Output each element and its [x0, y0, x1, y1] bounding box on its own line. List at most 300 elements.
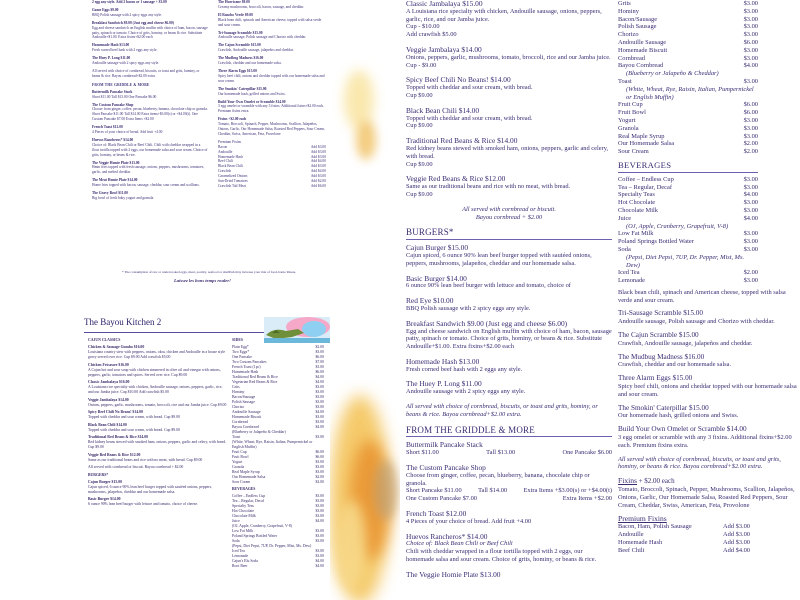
thumb-classic-item — [88, 398, 228, 408]
thumb-menu-item — [218, 13, 326, 28]
menu-right-column — [612, 0, 800, 600]
beverage-label: Specialty Teas — [618, 191, 655, 199]
premium-fixin-price: Add $4.00 — [723, 546, 750, 554]
scramble-desc: Spicy beef chili, onions and cheddar topped with our homemade salsa and sour cream. — [618, 383, 797, 398]
thumb-item-name: El Rancho Verde $9.00 — [218, 12, 253, 17]
thumb-item-desc: Spicy beef chili, onions and cheddar topped with our homemade salsa and sour cream. — [218, 73, 325, 83]
thumb-beverage-name: Juice — [232, 519, 240, 523]
thumb-beverage-name: Specialty Teas — [232, 504, 254, 508]
classic-desc: Topped with cheddar and sour cream, with bread. — [406, 114, 533, 122]
beverage-row — [618, 191, 758, 199]
thumb-item-desc: Andouille sausage with 2 spicy eggs any style. — [92, 61, 160, 66]
huevos-rancheros-choice: Choice of: Black Bean Chili or Beef Chili — [406, 540, 513, 548]
thumb-side-price: $6.00 — [315, 370, 324, 374]
huevos-rancheros-name: Huevos Rancheros* $14.00 — [406, 531, 488, 541]
thumb-classic-item — [88, 435, 228, 450]
classic-item — [406, 76, 612, 99]
thumb-side-name: Two Custom Pancakes — [232, 360, 267, 364]
thumb-premium-price: Add $6.00 — [310, 184, 326, 188]
scramble-name: Build Your Own Omelet or Scramble $14.00 — [618, 425, 747, 434]
thumb-item-name: The Mudbug Madness $16.00 — [218, 56, 264, 61]
beverages-list — [618, 176, 758, 223]
thumb-bottom-column-a — [88, 336, 228, 510]
thumb-side-name: Real Maple Syrup — [232, 470, 260, 474]
menu-page-thumbnail-top — [84, 0, 330, 290]
title-divider — [84, 332, 264, 333]
scramble-name: Three Alarm Eggs $15.00 — [618, 374, 693, 383]
classic-cup-price: Cup $9.00 — [406, 91, 433, 99]
scramble-item — [618, 426, 800, 449]
thumb-premium-item: Sun-Dried Tomatoes — [218, 179, 248, 184]
thumb-classic-name: Veggie Red Beans & Rice $12.00 — [88, 452, 141, 457]
thumb-item-name: Three Alarm Eggs $15.00 — [218, 68, 257, 73]
custom-pancake-one-extra: Extra Items +$2.00 — [562, 495, 612, 503]
custom-pancake-item — [406, 464, 612, 503]
side-row — [618, 55, 758, 63]
burger-name: Cajun Burger $15.00 — [406, 243, 469, 253]
thumb-item-desc: Crawfish, Andouille sausage, jalapeños and cheddar. — [218, 48, 294, 53]
burger-item — [406, 320, 612, 351]
thumb-beverage-price: $4.00 — [315, 519, 324, 523]
thumb-classic-item — [88, 423, 228, 433]
premium-fixins-title: Premium Fixins — [618, 514, 667, 524]
classics-note-line-1: All served with cornbread or biscuit. — [462, 205, 556, 213]
side-label: Hominy — [618, 7, 639, 15]
classic-desc: A Louisiana rice specialty with chicken, Andouille sausage, onions, peppers, garlic, rice, and our Jamba juice. — [406, 7, 602, 23]
classic-name: Traditional Red Beans & Rice $14.00 — [406, 136, 518, 146]
french-toast-desc: 4 Pieces of your choice of bread. Add fruit +4.00 — [406, 517, 532, 525]
thumb-menu-item — [92, 0, 208, 5]
beverage-label: Lemonade — [618, 277, 645, 285]
burger-name: The Huey P. Long $11.00 — [406, 379, 482, 389]
beverage-label: Tea – Regular, Decaf — [618, 183, 672, 191]
custom-pancake-one: One Custom Pancake $7.00 — [406, 495, 477, 503]
thumb-menu-item — [92, 43, 208, 53]
thumb-item-name: French Toast $12.00 — [92, 125, 123, 130]
beverages-list-3 — [618, 269, 758, 285]
thumb-side-price: $3.00 — [315, 390, 324, 394]
thumb-item-name: Game Eggs $9.00 — [92, 7, 119, 12]
thumb-item-name: Buttermilk Pancake Stack — [92, 89, 133, 94]
side-price: $3.00 — [743, 31, 758, 39]
thumb-side-name: Fruit Cup — [232, 450, 247, 454]
side-price: $3.00 — [743, 54, 758, 62]
side-row — [618, 117, 758, 125]
thumb-classic-name: Traditional Red Beans & Rice $14.00 — [88, 435, 149, 439]
thumb-fixins-title: Fixins +$2.00 each — [218, 117, 247, 122]
thumb-classic-name: Chicken & Sausage Gumbo $16.00 — [88, 345, 145, 349]
thumb-premium-item: Homemade Hash — [218, 154, 243, 159]
thumb-item-desc: 4 Pieces of your choice of bread. Add fruit +4.00 — [92, 130, 163, 135]
thumb-item-desc: Andouille sausage, Polish sausage and Chorizo with cheddar. — [218, 35, 307, 40]
thumb-premium-price: Add $3.00 — [310, 164, 326, 169]
thumb-burger-desc: 6 ounce 90% lean beef burger with lettuce and tomato, choice of cheese. — [88, 502, 198, 506]
thumb-classic-item — [88, 465, 228, 470]
thumb-side-name: Yogurt — [232, 460, 243, 464]
thumb-premium-item: Black Bean Chili — [218, 164, 243, 169]
side-label: Sour Cream — [618, 148, 649, 156]
premium-fixin-label: Homemade Hash — [618, 538, 663, 546]
thumb-side-name: Granola — [232, 465, 245, 469]
thumb-classic-desc: Topped with cheddar and sour cream, with bread. Cup $9.00 — [88, 427, 180, 432]
side-price: $2.00 — [743, 140, 758, 148]
huevos-rancheros-desc: Chili with cheddar wrapped in a flour tortilla topped with 2 eggs, our homemade salsa and sour cream. Choice of grits, hominy, or beans & rice. — [406, 548, 597, 564]
beverage-label: Soda — [618, 245, 631, 253]
thumb-top-footnote: * The consumption of raw or undercooked eggs, meat, poultry, seafood or shellfish may increase your risk of food-borne illness. — [121, 270, 297, 274]
burger-name: Red Eye $10.00 — [406, 296, 454, 306]
thumb-menu-item — [92, 138, 208, 158]
thumb-beverage-name: Iced Tea — [232, 549, 245, 553]
thumb-premium-price: Add $3.00 — [310, 154, 326, 159]
beverage-row — [618, 238, 758, 246]
thumb-burger-name: Cajun Burger $15.00 — [88, 479, 122, 484]
beverage-price: $2.00 — [743, 269, 758, 277]
beverage-label: Chocolate Milk — [618, 206, 658, 214]
thumb-side-price: $3.00 — [315, 470, 324, 474]
side-label: Yogurt — [618, 116, 636, 124]
thumb-item-desc: Short $11.00 Tall $13.00 One Pancake $6.00 — [92, 94, 157, 99]
sides-list — [618, 0, 758, 70]
scramble-desc: Our homemade hash, grilled onions and Swiss. — [618, 412, 739, 420]
side-label: Grits — [618, 0, 631, 7]
thumb-fixins-desc: Tomato, Broccoli, Spinach, Pepper, Mushrooms, Scallion, Jalapeños, Onions, Garlic, Our Homemade Salsa, Roasted Red Peppers, Sour Cream, Cheddar, Swiss, American, Feta, Provolone — [218, 122, 325, 136]
thumb-side-name: Grits — [232, 385, 240, 389]
thumb-item-desc: Big bowl of fresh baby yogurt and granola. — [92, 196, 155, 200]
thumb-fixins — [218, 117, 326, 137]
thumb-item-name: 2 egg any style. Add 2 bacon or 1 sausage + $3.00 — [92, 0, 167, 4]
thumb-top-tagline: Laissez les bons temps rouler! — [174, 278, 231, 283]
thumb-item-name: The Hurricane $9.00 — [218, 0, 250, 4]
thumb-premium-price: Add $4.00 — [310, 169, 326, 174]
thumb-classic-name: Black Bean Chili $14.00 — [88, 422, 127, 427]
classic-item — [406, 0, 612, 39]
classic-cup-price: Cup - $10.00 — [406, 23, 440, 31]
custom-pancake-tall: Tall $14.00 — [478, 487, 508, 495]
side-label: Our Homemade Salsa — [618, 140, 675, 148]
burger-desc: Fresh corned beef hash with 2 eggs any style. — [406, 365, 523, 373]
classic-item — [406, 175, 612, 198]
scramble-desc: Crawfish, cheddar and our homemade salsa. — [618, 361, 732, 369]
thumb-side-price: $3.00 — [315, 420, 324, 424]
classic-desc: Topped with cheddar and sour cream, with bread. — [406, 84, 533, 92]
thumb-menu-item — [92, 103, 208, 123]
thumb-side-price: $3.00 — [315, 395, 324, 399]
scramble-item — [618, 375, 800, 398]
thumb-classic-desc: Same as our traditional beans and rice with no meat, with bread. Cup $9.00 — [88, 457, 203, 462]
thumb-premium-item: Andouille — [218, 149, 233, 154]
french-toast-item — [406, 510, 612, 526]
el-rancho-desc-tail: Black bean chili, spinach and American cheese, topped with salsa verde and sour cream. — [618, 288, 786, 304]
thumb-side-price: $4.00 — [315, 410, 324, 414]
thumb-side-price: $4.00 — [315, 425, 324, 429]
thumb-side-name: Homemade Hash — [232, 370, 259, 374]
veggie-homie-item — [406, 571, 612, 579]
thumb-side-name: Fruit Bowl — [232, 455, 249, 459]
cajun-classics-list — [406, 0, 612, 199]
classic-name: Veggie Red Beans & Rice $12.00 — [406, 174, 506, 184]
scramble-item — [618, 354, 800, 370]
thumb-premium-row — [218, 184, 326, 189]
side-price: $2.00 — [743, 148, 758, 156]
thumb-beverage-name: Soda — [232, 539, 240, 543]
beverage-label: Hot Chocolate — [618, 199, 656, 207]
thumb-side-name: (White, Wheat, Rye, Raisin, Italian, Pumpernickel or English Muffin) — [232, 440, 313, 449]
thumb-side-name: Andouille Sausage — [232, 410, 261, 414]
thumb-side-name: (Blueberry or Jalapeño & Cheddar) — [232, 430, 286, 434]
thumb-item-name: The Smokin' Caterpillar $15.00 — [218, 86, 267, 91]
classics-note — [406, 206, 612, 222]
thumb-premium-item: Crawfish Tail Meat — [218, 184, 246, 188]
thumb-side-name: Vegetarian Red Beans & Rice — [232, 380, 278, 384]
side-row — [618, 133, 758, 141]
beverage-price: $3.00 — [743, 206, 758, 214]
burger-desc: Andouille sausage with 2 spicy eggs any style. — [406, 388, 526, 396]
thumb-burgers-heading: BURGERS* — [88, 472, 109, 477]
thumb-beverage-name: Tea – Regular, Decaf — [232, 499, 265, 503]
classic-name: Classic Jambalaya $15.00 — [406, 0, 483, 8]
thumb-item-desc: 3 egg omelet or scramble with any 3 fixins. Additional fixins+$2.00 each. Premium fixins extra. — [218, 104, 325, 114]
thumb-classic-desc: Red kidney beans stewed with smoked ham, onions, peppers, garlic and celery, with bread. Cup $9.00 — [88, 440, 227, 449]
thumb-menu-item — [92, 56, 208, 66]
classic-cup-price: Cup - $9.00 — [406, 61, 437, 69]
beverage-price: $4.00 — [743, 214, 758, 222]
thumb-premium-item: Crawfish — [218, 169, 232, 174]
classics-note-line-2: Bayou cornbread + $2.00 — [475, 213, 543, 221]
classic-cup-price: Cup $9.00 — [406, 160, 433, 168]
classic-item — [406, 46, 612, 69]
beverages-heading: BEVERAGES — [618, 159, 672, 170]
thumb-beverage-price: $3.00 — [315, 514, 324, 518]
side-row — [618, 62, 758, 70]
thumb-premium-price: Add $4.00 — [310, 159, 326, 164]
thumb-item-desc: Our homemade hash, grilled onions and Swiss. — [218, 91, 286, 96]
thumb-side-name: Toast — [232, 435, 241, 439]
thumb-menu-item — [218, 43, 326, 53]
thumb-classic-desc: Louisiana country stew with peppers, onions, okra, chicken and Andouille in a house style gravy served over rice. Cup $9.00 Add crawfish $5.00 — [88, 350, 226, 359]
beverage-row — [618, 176, 758, 184]
thumb-menu-item — [218, 69, 326, 84]
side-price: $3.00 — [743, 124, 758, 132]
thumb-beverage-name: Cajun's Elu Soda — [232, 559, 258, 563]
thumb-item-name: The Cajun Scramble $15.00 — [218, 43, 261, 48]
premium-fixin-row — [618, 523, 750, 531]
thumb-menu-item — [218, 100, 326, 115]
thumb-beverage-price: $3.00 — [315, 554, 324, 558]
premium-fixin-label: Andouille — [618, 531, 644, 539]
thumb-side-name: Polish Sausage — [232, 400, 255, 404]
thumb-burger-item — [88, 480, 228, 495]
side-price: $6.00 — [743, 38, 758, 46]
thumb-side-name: Two Eggs* — [232, 350, 250, 354]
scrambles-list — [618, 310, 800, 449]
thumb-menu-item — [92, 191, 208, 201]
griddle-heading: FROM THE GRIDDLE & MORE — [406, 424, 535, 435]
thumb-classic-desc: A Louisiana rice specialty with chicken, Andouille sausage, onions, peppers, garlic, rice, and our Jamba juice. Cup $10.00 Add crawfish $5.00 — [88, 385, 223, 394]
thumb-side-price: $3.00 — [315, 400, 324, 404]
thumb-beverage-name: Coffee – Endless Cup — [232, 494, 266, 498]
side-label: Fruit Bowl — [618, 109, 646, 117]
burger-name: Basic Burger $14.00 — [406, 273, 467, 283]
thumb-item-desc: Black bean chili, spinach and American cheese, topped with salsa verde and sour cream. — [218, 17, 322, 27]
thumb-beverage-price: $3.00 — [315, 494, 324, 498]
thumb-item-name: Build Your Own Omelet or Scramble $14.00 — [218, 99, 286, 104]
veggie-homie-name: The Veggie Homie Plate $13.00 — [406, 569, 501, 579]
thumb-item-desc: Fresh corned beef hash with 2 eggs any style. — [92, 48, 158, 53]
thumb-item-desc: Hmm fries topped with fresh sausage, onions, peppers, mushrooms, tomatoes, garlic, and melted cheddar. — [92, 165, 205, 175]
thumb-beverages-heading: BEVERAGES — [232, 487, 256, 491]
thumb-beverage-price: $3.00 — [315, 504, 324, 508]
beverage-label: Low Fat Milk — [618, 230, 654, 238]
thumb-item-name: The Huey P. Long $11.00 — [92, 56, 131, 61]
side-row — [618, 101, 758, 109]
toast-price: $3.00 — [743, 77, 758, 85]
beverage-price: $4.00 — [743, 191, 758, 199]
thumb-side-price: $2.00 — [315, 475, 324, 479]
beverage-row — [618, 277, 758, 285]
pancake-stack-prices — [406, 449, 612, 457]
beverage-row — [618, 207, 758, 215]
thumb-beverage-price: $3.00 — [315, 499, 324, 503]
thumb-side-price: $3.00 — [315, 435, 324, 439]
pancake-stack-item — [406, 441, 612, 457]
thumb-beverage-price: $3.00 — [315, 539, 324, 543]
toast-note: (White, Wheat, Rye, Raisin, Italian, Pumpernickel or English Muffin) — [626, 85, 754, 101]
side-price: $4.00 — [743, 62, 758, 70]
thumb-item-desc: All served with choice of cornbread, biscuits, or toast and grits, hominy, or beans & rice. Bayou cornbread+$2.00 extra. — [92, 68, 200, 78]
thumb-menu-item — [218, 87, 326, 97]
thumb-menu-item — [92, 125, 208, 135]
custom-pancake-short: Short Pancake $11.00 — [406, 487, 462, 495]
side-label: Fruit Cup — [618, 101, 643, 109]
thumb-premium-price: Add $3.00 — [310, 144, 326, 149]
french-toast-name: French Toast $12.00 — [406, 509, 467, 519]
beverage-price: $3.00 — [743, 183, 758, 191]
pancake-one-price: One Pancake $6.00 — [562, 449, 612, 457]
beverage-price: $3.00 — [743, 199, 758, 207]
premium-fixin-label: Beef Chili — [618, 546, 645, 554]
thumb-classic-item — [88, 363, 228, 378]
thumb-premium-price: Add $3.00 — [310, 174, 326, 179]
classic-name: Veggie Jambalaya $14.00 — [406, 44, 482, 54]
beverage-price: $3.00 — [743, 238, 758, 246]
thumb-beverage-name: Chocolate Milk — [232, 514, 256, 518]
burger-item — [406, 358, 612, 374]
thumb-beverage-price: $4.00 — [315, 564, 324, 568]
thumb-side-price: $3.00 — [315, 405, 324, 409]
beverage-row — [618, 230, 758, 238]
side-label: Cornbread — [618, 54, 645, 62]
thumb-classic-item — [88, 453, 228, 463]
burger-desc: Egg and cheese sandwich on English muffin with choice of ham, bacon, sausage patty, spinach or tomato. Choice of grits, hominy, or beans & rice. Substitute Andouille+$1.00. Extra fixins+$2.00 each — [406, 327, 612, 351]
scramble-item — [618, 405, 800, 421]
classic-extra: Add crawfish $5.00 — [406, 31, 457, 39]
beverage-row — [618, 184, 758, 192]
huevos-rancheros-item — [406, 533, 612, 564]
scramble-desc: Andouille sausage, Polish sausage and Chorizo with cheddar. — [618, 318, 775, 326]
thumb-griddle-heading: FROM THE GRIDDLE & MORE — [92, 82, 150, 87]
burgers-heading: BURGERS* — [406, 227, 454, 238]
thumb-classic-desc: Topped with cheddar and sour cream, with bread. Cup $9.00 — [88, 415, 180, 419]
toast-row — [618, 78, 758, 86]
premium-fixins-list — [618, 523, 800, 554]
scramble-item — [618, 310, 800, 326]
burger-item — [406, 297, 612, 313]
thumb-classic-name: Chicken Fricassee $16.00 — [88, 362, 129, 367]
side-row — [618, 0, 758, 8]
thumb-top-column-a — [92, 0, 208, 204]
burgers-divider — [406, 239, 612, 240]
thumb-side-price: $6.00 — [315, 455, 324, 459]
thumb-beverage-price: $3.00 — [315, 534, 324, 538]
thumb-menu-item — [92, 21, 208, 41]
fixins-title: Fixins — [618, 476, 637, 486]
thumb-premium-item: Caramelized Onions — [218, 174, 248, 179]
thumb-burger-item — [88, 497, 228, 507]
thumb-menu-item — [92, 178, 208, 188]
scramble-name: Tri-Sausage Scramble $15.00 — [618, 309, 703, 318]
side-price: $3.00 — [743, 23, 758, 31]
side-label: Chorizo — [618, 31, 639, 39]
thumb-sides-heading: SIDES — [232, 338, 243, 342]
beverage-price: $3.00 — [743, 175, 758, 183]
thumb-classic-name: Classic Jambalaya $16.00 — [88, 380, 130, 384]
premium-fixin-price: Add $3.00 — [723, 523, 750, 531]
thumb-menu-item — [92, 69, 208, 79]
thumb-beverage-name: Lemonade — [232, 554, 249, 558]
thumb-classics-heading: CAJUN CLASSICS — [88, 338, 121, 342]
side-price: $6.00 — [743, 101, 758, 109]
beverage-price: $3.00 — [743, 277, 758, 285]
thumb-item-name: Homemade Hash $13.00 — [92, 43, 130, 48]
thumb-side-name: Chorizo — [232, 405, 245, 409]
thumb-side-price: $3.00 — [315, 465, 324, 469]
premium-fixin-price: Add $3.00 — [723, 538, 750, 546]
thumb-side-name: One Pancake — [232, 355, 252, 359]
scramble-name: The Smokin' Caterpillar $15.00 — [618, 403, 709, 412]
breakfast-served-note: All served with choice of cornbread, biscuits, or toast and grits, hominy, or beans & rice. Bayou cornbread+$2.00 extra. — [406, 403, 598, 418]
thumb-classic-desc: All served with cornbread or biscuit. Bayou cornbread + $2.00 — [88, 465, 184, 469]
thumb-burger-name: Basic Burger $14.00 — [88, 497, 121, 501]
side-row — [618, 140, 758, 148]
thumb-classic-item — [88, 380, 228, 395]
thumb-menu-item — [92, 90, 208, 100]
juice-note: (OJ, Apple, Cranberry, Grapefruit, V-8) — [626, 222, 729, 230]
beverage-price: $3.00 — [743, 230, 758, 238]
burgers-list — [406, 244, 612, 396]
burger-desc: BBQ Polish sausage with 2 spicy eggs any style. — [406, 304, 531, 312]
classic-item — [406, 107, 612, 130]
thumb-side-price: $6.00 — [315, 450, 324, 454]
side-label: Real Maple Syrup — [618, 132, 665, 140]
thumb-item-name: Breakfast Sandwich $9.00 (Just egg and cheese $6.00) — [92, 20, 174, 25]
thumb-classic-item — [88, 345, 228, 360]
burger-desc: 6 ounce 90% lean beef burger with lettuce and tomato, choice of — [406, 282, 571, 290]
thumb-menu-item — [218, 31, 326, 41]
burger-item — [406, 244, 612, 267]
restaurant-title: The Bayou Kitchen 2 — [84, 317, 162, 327]
thumb-menu-item — [92, 161, 208, 176]
premium-fixin-row — [618, 547, 750, 555]
thumb-item-desc: Choose from ginger, coffee, pecan, blueberry, banana, chocolate chip or granola. Short Pancake $11.00 Tall $14.00 Extra items+$3.00(s) or +$4.00(t). One Custom Pancake $7.00 Extra Items +$2.00 — [92, 107, 208, 122]
thumb-menu-item — [92, 8, 208, 18]
thumb-item-name: The Custom Pancake Shop — [92, 102, 134, 107]
side-price: $3.00 — [743, 15, 758, 23]
classic-item — [406, 137, 612, 168]
side-price: $3.00 — [743, 132, 758, 140]
thumb-beverage-price: $3.00 — [315, 529, 324, 533]
side-row — [618, 109, 758, 117]
toast-label: Toast — [618, 77, 632, 85]
